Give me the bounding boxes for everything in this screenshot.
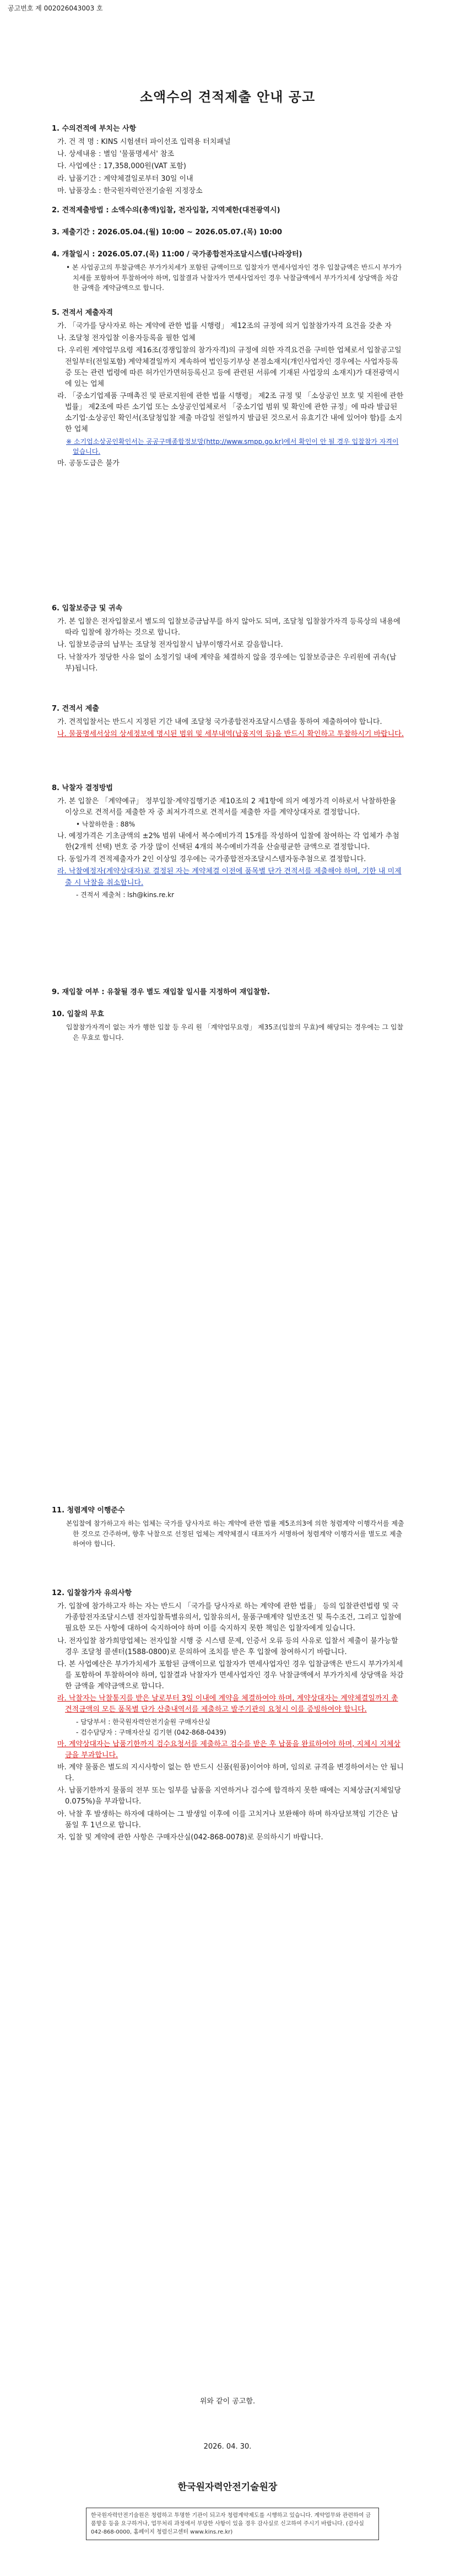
- list-item: 나. 물품명세서상의 상세정보에 명시된 범위 및 세부내역(납품지역 등)을 반드시 확인하고 투찰하시기 바랍니다.: [57, 730, 404, 739]
- section-eligibility: [52, 308, 404, 470]
- list-item: 다. 우리원 계약업무요령 제16조(경쟁입찰의 참가자격)의 규정에 의한 자격요건을 구비한 업체로서 입찰공고일 전일부터(전일포함) 계약체결일까지 계속하여 법인등기부상 본점소재지(개인사업자인 경우에는 사업자등록증 또는 관련 법령에 따른 허가인가면허등록신고 등에 관련된 서류에 기재된 사업장의 소재지)가 대전광역시에 있는 업체: [57, 346, 402, 388]
- list-item: 라. 「중소기업제품 구매촉진 및 판로지원에 관한 법률 시행령」 제2조 규정 및 「소상공인 보호 및 지원에 관한 법률」 제2조에 따른 소기업 또는 소상공인업체로서 「중소기업 범위 및 확인에 관한 규정」에 따라 발급된 소기업·소상공인 확인서(조달청입찰 제출 마감일 전일까지 발급된 것으로서 유효기간 내에 있어야 함)를 소지한 업체: [57, 391, 404, 434]
- list-item: 마. 납품장소 : 한국원자력안전기술원 지정장소: [57, 186, 203, 195]
- integrity-notice-box: 한국원자력안전기술원은 청렴하고 투명한 기관이 되고자 청렴계약제도를 시행하고 있습니다. 계약업무와 관련하여 금품향응 등을 요구하거나, 업무처리 과정에서 부당한 사항이 있을 경우 감사실로 신고하여 주시기 바랍니다. (감사실 042-868-0000, 홈페이지 청렴신고센터 www.kins.re.kr): [86, 2508, 379, 2540]
- contact-dept: - 담당부서 : 한국원자력안전기술원 구매자산실: [76, 1718, 210, 1726]
- section-heading: 12. 입찰참가자 유의사항: [52, 1589, 132, 1597]
- issuing-organization: 한국원자력안전기술원장: [177, 2482, 278, 2493]
- contact-inspector: - 검수담당자 : 구매자산실 김기현 (042-868-0439): [76, 1729, 226, 1737]
- list-item: 라. 납품기간 : 계약체결일로부터 30일 이내: [57, 174, 193, 183]
- list-item: 가. 본 입찰은 「계약예규」 정부입찰·계약집행기준 제10조의 2 제1항에 의거 예정가격 이하로서 낙찰하한율 이상으로 견적서를 제출한 자 중 최저가격으로 견적서를 제출한 자를 계약상대자로 결정합니다.: [57, 797, 397, 817]
- list-item: 마. 계약상대자는 납품기한까지 검수요청서를 제출하고 검수를 받은 후 납품을 완료하여야 하며, 지체시 지체상금을 부과합니다.: [57, 1740, 400, 1759]
- list-item: 나. 상세내용 : 별임 '물품명세서' 참조: [57, 150, 175, 159]
- list-item: 가. 본 입찰은 전자입찰로서 별도의 입찰보증금납부를 하지 않아도 되며, 조달청 입찰참가자격 등록상의 내용에 따라 입찰에 참가하는 것으로 합니다.: [57, 618, 400, 637]
- list-item: 다. 본 사업예산은 부가가치세가 포함된 금액이므로 입찰자가 면세사업자인 경우 입찰금액은 반드시 부가가치세를 포함하여 투찰하여야 하며, 입찰결과 낙찰자가 면세사업자인 경우 낙찰금액에서 부가가치세 상당액을 차감한 금액을 계약금액으로 합니다.: [57, 1660, 404, 1691]
- list-item: 가. 견적입찰서는 반드시 지정된 기간 내에 조달청 국가종합전자조달시스템을 통하여 제출하여야 합니다.: [57, 718, 382, 727]
- section-period: [52, 227, 404, 240]
- section-rebid: [52, 987, 404, 1000]
- section-heading: 8. 낙찰자 결정방법: [52, 784, 113, 792]
- section-heading: 5. 견적서 제출자격: [52, 309, 113, 317]
- list-item: 아. 낙찰 후 발생하는 하자에 대하여는 그 발생일 이후에 이를 고치거나 보완해야 하며 하자담보책임 기간은 납품일 후 1년으로 합니다.: [57, 1810, 398, 1829]
- list-item: 다. 사업예산 : 17,358,000원(VAT 포함): [57, 162, 186, 171]
- section-award: [52, 783, 404, 900]
- section-text: 본입찰에 참가하고자 하는 업체는 국가를 당사자로 하는 계약에 관한 법률 제5조의3에 의한 청렴계약 이행각서를 제출한 것으로 간주하며, 향후 낙찰으로 선정된 업체는 계약체결시 대표자가 서명하여 청렴계약 이행각서를 별도로 제출하여야 합니다.: [66, 1520, 404, 1548]
- section-heading: 4. 개찰일시 : 2026.05.07.(목) 11:00 / 국가종합전자조달시스템(나라장터): [52, 250, 302, 259]
- section-text: 입찰참가자격이 없는 자가 행한 입찰 등 우리 원 「계약업무요령」 제35조(입찰의 무효)에 해당되는 경우에는 그 입찰은 무효로 합니다.: [66, 1023, 404, 1042]
- notice-date: 2026. 04. 30.: [203, 2443, 252, 2451]
- section-submission: [52, 704, 404, 741]
- list-item: 나. 예정가격은 기초금액의 ±2% 범위 내에서 복수예비가격 15개를 작성하여 입찰에 참여하는 각 업체가 추첨한(2개씩 선택) 번호 중 가장 많이 선택된 4개의 복수예비가격을 산술평균한 금액으로 결정합니다.: [57, 832, 399, 852]
- section-heading: 11. 청렴계약 이행준수: [52, 1506, 125, 1515]
- list-item: 가. 건 적 명 : KINS 시험센터 파이선조 입력용 터치패널: [57, 138, 231, 147]
- list-item: • 본 사업공고의 투찰금액은 부가가치세가 포함된 금액이므로 입찰자가 면세사업자인 경우 입찰금액은 반드시 부가가치세를 포함하여 투찰하여야 하며, 입찰결과 낙찰자가 면세사업자인 경우 낙찰금액에서 부가가치세 상당액을 차감한 금액을 계약금액으로 합니다.: [66, 264, 402, 292]
- list-item: 다. 동일가격 견적제출자가 2인 이상일 경우에는 국가종합전자조달시스템자동추첨으로 결정합니다.: [57, 855, 366, 864]
- list-item: 다. 낙찰자가 정당한 사유 없이 소정기일 내에 계약을 체결하지 않을 경우에는 입찰보증금은 우리원에 귀속(납부)됩니다.: [57, 653, 397, 673]
- section-notes: [52, 1588, 404, 1844]
- section-opening: [52, 249, 404, 294]
- section-heading: 2. 견적제출방법 : 소액수의(총액)입찰, 전자입찰, 지역제한(대전광역시): [52, 206, 280, 214]
- section-items: [52, 124, 404, 198]
- list-item: 나. 입찰보증금의 납부는 조달청 전자입찰시 납부이행각서로 갈음합니다.: [57, 641, 283, 650]
- section-heading: 7. 견적서 제출: [52, 705, 99, 713]
- list-item: 자. 입찰 및 계약에 관한 사항은 구매자산실(042-868-0078)로 문의하시기 바랍니다.: [57, 1833, 323, 1842]
- list-item: 나. 전자입찰 참가희망업체는 전자입찰 시행 중 시스템 문제, 인증서 오류 등의 사유로 입찰서 제출이 불가능할 경우 조달청 콜센터(1588-0800)로 문의하여 조치를 받은 후 입찰에 참여하시기 바랍니다.: [57, 1636, 398, 1656]
- list-item: 라. 낙찰자는 낙찰통지를 받은 날로부터 3일 이내에 계약을 체결하여야 하며, 계약상대자는 계약체결일까지 총 견적금액의 모든 품목별 단가 산출내역서를 제출하고 발주기관의 요청시 이를 증빙하여야 합니다.: [57, 1694, 398, 1714]
- list-item: 사. 납품기한까지 물품의 전부 또는 일부를 납품을 지연하거나 검수에 합격하지 못한 때에는 지체상금(지체일당 0.075%)을 부과합니다.: [57, 1786, 401, 1806]
- section-heading: 9. 재입찰 여부 : 유찰될 경우 별도 재입찰 일시를 지정하여 재입찰함.: [52, 988, 270, 996]
- closing-statement: 위와 같이 공고함.: [199, 2397, 256, 2406]
- section-heading: 10. 입찰의 무효: [52, 1010, 104, 1018]
- section-heading: 6. 입찰보증금 및 귀속: [52, 604, 123, 613]
- section-invalid: [52, 1009, 404, 1044]
- section-method: [52, 205, 404, 218]
- list-item: 마. 공동도급은 불가: [57, 459, 120, 468]
- submission-email[interactable]: - 견적서 제출처 : lsh@kins.re.kr: [76, 890, 175, 899]
- notice-number: 공고번호 제 002026043003 호: [8, 4, 103, 12]
- list-item: 나. 조달청 전자입찰 이용자등록을 필한 업체: [57, 334, 196, 343]
- page-title: 소액수의 견적제출 안내 공고: [139, 89, 316, 105]
- list-item: 라. 낙찰예정자(계약상대자)로 결정된 자는 계약체결 이전에 품목별 단가 견적서를 제출해야 하며, 기한 내 미제출 시 낙찰을 취소합니다.: [57, 867, 402, 887]
- list-item: 가. 입찰에 참가하고자 하는 자는 반드시 「국가를 당사자로 하는 계약에 관한 법률」 등의 입찰관련법령 및 국가종합전자조달시스템 전자입찰특별유의서, 입찰유의서, 물품구매계약 일반조건 및 특수조건, 그리고 입찰에 필요한 모든 사항에 대하여 숙지하여야 하며 이를 숙지하지 못한 책임은 입찰자에게 있습니다.: [57, 1602, 402, 1633]
- section-heading: 3. 제출기간 : 2026.05.04.(월) 10:00 ~ 2026.05.07.(목) 10:00: [52, 228, 282, 237]
- lower-limit-rate: • 낙찰하한율 : 88%: [76, 820, 136, 829]
- section-heading: 1. 수의견적에 부치는 사항: [52, 125, 137, 133]
- list-item: 바. 계약 물품은 별도의 지시사항이 없는 한 반드시 신품(원품)이어야 하며, 임의로 규격을 변경하여서는 안 됩니다.: [57, 1763, 404, 1783]
- eligibility-note[interactable]: ※ 소기업소상공인확인서는 공공구매종합정보망(http://www.smpp.go.kr)에서 확인이 안 될 경우 입찰참가 자격이 없습니다.: [66, 437, 399, 456]
- section-deposit: [52, 603, 404, 675]
- list-item: 가. 「국가를 당사자로 하는 계약에 관한 법률 시행령」 제12조의 규정에 의거 입찰참가자격 요건을 갖춘 자: [57, 322, 392, 331]
- section-integrity: [52, 1505, 404, 1550]
